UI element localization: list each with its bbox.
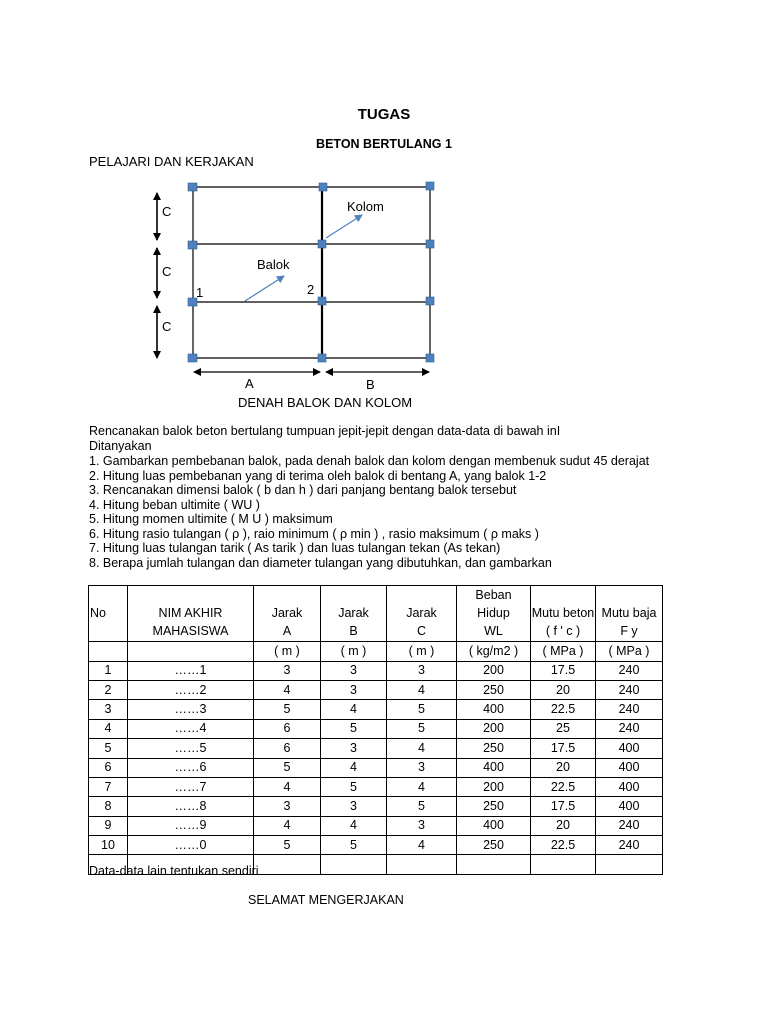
table-cell: 9 (89, 816, 128, 835)
header-cell (89, 586, 128, 605)
table-row (89, 797, 663, 816)
table-cell: 8 (89, 797, 128, 816)
table-cell: 200 (457, 777, 531, 796)
table-cell (321, 855, 387, 874)
table-cell: 400 (596, 758, 663, 777)
table-cell: ……0 (128, 836, 254, 855)
table-cell: 5 (89, 739, 128, 758)
header-cell: B (321, 623, 387, 642)
column-node (318, 240, 326, 248)
node-2-label: 2 (307, 282, 315, 297)
table-row (89, 719, 663, 738)
column-node (188, 241, 197, 249)
table-header-row (89, 623, 663, 642)
beam-grid (193, 187, 430, 358)
table-cell: 3 (321, 797, 387, 816)
table-cell: 3 (254, 797, 321, 816)
column-node (319, 183, 327, 191)
table-cell (387, 855, 457, 874)
table-cell: 3 (387, 661, 457, 680)
table-body (89, 661, 663, 874)
dimension-b-label: B (366, 377, 375, 392)
table-cell (254, 855, 321, 874)
table-cell: 5 (321, 719, 387, 738)
table-header-row (89, 642, 663, 661)
table-cell: 5 (254, 700, 321, 719)
table-cell: 4 (321, 816, 387, 835)
table-cell: 4 (321, 758, 387, 777)
student-data-table (88, 585, 663, 875)
header-cell: ( MPa ) (596, 642, 663, 661)
table-cell: ……9 (128, 816, 254, 835)
description-line: Rencanakan balok beton bertulang tumpuan jepit-jepit dengan data-data di bawah inI (89, 424, 561, 438)
table-cell: 20 (531, 758, 596, 777)
table-cell: ……4 (128, 719, 254, 738)
table-cell: 3 (254, 661, 321, 680)
table-cell: 10 (89, 836, 128, 855)
column-node (188, 354, 197, 362)
dimension-c3-label: C (162, 319, 172, 334)
header-cell: ( m ) (254, 642, 321, 661)
table-cell: 400 (596, 739, 663, 758)
header-cell: No (89, 604, 128, 622)
table-cell: 3 (89, 700, 128, 719)
header-cell: ( m ) (387, 642, 457, 661)
question-item: 1. Gambarkan pembebanan balok, pada denah balok dan kolom dengan membenuk sudut 45 derajat (89, 454, 650, 468)
table-cell: ……6 (128, 758, 254, 777)
table-cell: 6 (254, 719, 321, 738)
table-cell: 240 (596, 719, 663, 738)
header-cell (387, 586, 457, 605)
kolom-label: Kolom (347, 199, 384, 214)
header-cell: Jarak (387, 604, 457, 622)
table-row (89, 836, 663, 855)
table-row (89, 680, 663, 699)
table-cell: ……1 (128, 661, 254, 680)
table-cell: 6 (254, 739, 321, 758)
header-cell (531, 586, 596, 605)
balok-label: Balok (257, 257, 290, 272)
table-row (89, 700, 663, 719)
table-cell: 5 (254, 836, 321, 855)
column-nodes (188, 182, 434, 362)
table-cell: 250 (457, 836, 531, 855)
table-cell: 250 (457, 739, 531, 758)
table-header-row (89, 586, 663, 605)
table-cell: 250 (457, 797, 531, 816)
question-item: 8. Berapa jumlah tulangan dan diameter tulangan yang dibutuhkan, dan gambarkan (89, 556, 552, 570)
table-cell: 5 (387, 719, 457, 738)
table-cell: ……5 (128, 739, 254, 758)
table-cell: 5 (254, 758, 321, 777)
question-item: 2. Hitung luas pembebanan yang di terima oleh balok di bentang A, yang balok 1-2 (89, 469, 547, 483)
table-cell: ……2 (128, 680, 254, 699)
table-cell: 4 (254, 816, 321, 835)
diagram-caption: DENAH BALOK DAN KOLOM (237, 395, 413, 410)
table-cell (457, 855, 531, 874)
description-line: Ditanyakan (89, 439, 152, 453)
header-cell: Jarak (254, 604, 321, 622)
table-cell: 22.5 (531, 777, 596, 796)
kolom-pointer-arrow (326, 215, 362, 238)
header-cell (128, 586, 254, 605)
header-cell (254, 586, 321, 605)
table-cell: 17.5 (531, 739, 596, 758)
header-cell: ( m ) (321, 642, 387, 661)
table-row (89, 739, 663, 758)
table-cell: 400 (596, 777, 663, 796)
table-cell: 3 (321, 739, 387, 758)
header-cell: ( MPa ) (531, 642, 596, 661)
table-cell: 2 (89, 680, 128, 699)
table-cell: 20 (531, 680, 596, 699)
header-cell: Jarak (321, 604, 387, 622)
header-cell: WL (457, 623, 531, 642)
table-cell: 4 (321, 700, 387, 719)
table-header-row (89, 604, 663, 622)
table-row (89, 661, 663, 680)
table-cell: 4 (89, 719, 128, 738)
footer-note: Data-data lain tentukan sendiri (89, 864, 259, 878)
table-cell: 200 (457, 719, 531, 738)
header-cell: Mutu baja (596, 604, 663, 622)
table-cell: 3 (387, 758, 457, 777)
table-cell: 5 (321, 836, 387, 855)
table-cell: 400 (596, 797, 663, 816)
table-cell: 400 (457, 816, 531, 835)
dimension-c1-label: C (162, 204, 172, 219)
column-node (426, 354, 434, 362)
table-cell: 250 (457, 680, 531, 699)
header-cell: NIM AKHIR (128, 604, 254, 622)
table-cell: 1 (89, 661, 128, 680)
table-cell: 3 (387, 816, 457, 835)
table-cell: 22.5 (531, 700, 596, 719)
document-subtitle: BETON BERTULANG 1 (316, 137, 452, 151)
column-node (318, 354, 326, 362)
closing-text: SELAMAT MENGERJAKAN (248, 893, 404, 907)
question-item: 4. Hitung beban ultimite ( WU ) (89, 498, 260, 512)
dimension-a-label: A (245, 376, 254, 391)
table-cell: 5 (387, 700, 457, 719)
table-cell: 200 (457, 661, 531, 680)
header-cell (321, 586, 387, 605)
table-cell: 240 (596, 661, 663, 680)
table-cell: 6 (89, 758, 128, 777)
header-cell: A (254, 623, 321, 642)
table-cell: 240 (596, 700, 663, 719)
header-cell: Mutu beton (531, 604, 596, 622)
header-cell: ( f ' c ) (531, 623, 596, 642)
table-cell: 4 (387, 680, 457, 699)
table-cell: 240 (596, 680, 663, 699)
column-node (426, 240, 434, 248)
table-cell: 400 (457, 758, 531, 777)
column-node (426, 297, 434, 305)
table-cell (596, 855, 663, 874)
header-cell: Beban (457, 586, 531, 605)
column-node (426, 182, 434, 190)
table-cell: 17.5 (531, 661, 596, 680)
table-cell: 4 (387, 777, 457, 796)
header-cell: ( kg/m2 ) (457, 642, 531, 661)
table-cell: 4 (254, 777, 321, 796)
balok-pointer-arrow (245, 276, 284, 301)
beam-column-plan-diagram (0, 0, 768, 420)
header-cell (89, 623, 128, 642)
header-cell: Hidup (457, 604, 531, 622)
table-cell: 17.5 (531, 797, 596, 816)
table-cell: 7 (89, 777, 128, 796)
table-cell: 240 (596, 836, 663, 855)
header-cell (89, 642, 128, 661)
table-cell: 25 (531, 719, 596, 738)
header-cell (128, 642, 254, 661)
header-cell: C (387, 623, 457, 642)
table-row (89, 816, 663, 835)
table-cell: 5 (321, 777, 387, 796)
table-cell: 3 (321, 680, 387, 699)
table-cell: ……3 (128, 700, 254, 719)
dimension-c2-label: C (162, 264, 172, 279)
column-node (188, 183, 197, 191)
table-cell (531, 855, 596, 874)
table-cell: 22.5 (531, 836, 596, 855)
node-1-label: 1 (196, 285, 204, 300)
question-item: 5. Hitung momen ultimite ( M U ) maksimum (89, 512, 333, 526)
table-cell: 400 (457, 700, 531, 719)
table-cell: 4 (254, 680, 321, 699)
table-cell: ……7 (128, 777, 254, 796)
table-row (89, 777, 663, 796)
question-item: 6. Hitung rasio tulangan ( ρ ), raio minimum ( ρ min ) , rasio maksimum ( ρ maks ) (89, 527, 539, 541)
question-item: 3. Rencanakan dimensi balok ( b dan h ) dari panjang bentang balok tersebut (89, 483, 517, 497)
instruction-text: PELAJARI DAN KERJAKAN (89, 154, 254, 169)
header-cell (596, 586, 663, 605)
table-cell: ……8 (128, 797, 254, 816)
header-cell: F y (596, 623, 663, 642)
table-cell: 4 (387, 739, 457, 758)
table-cell: 240 (596, 816, 663, 835)
header-cell: MAHASISWA (128, 623, 254, 642)
table-cell: 20 (531, 816, 596, 835)
table-row (89, 758, 663, 777)
table-cell: 4 (387, 836, 457, 855)
question-item: 7. Hitung luas tulangan tarik ( As tarik ) dan luas tulangan tekan (As tekan) (89, 541, 501, 555)
table-cell: 3 (321, 661, 387, 680)
column-node (318, 297, 326, 305)
document-title: TUGAS (357, 106, 411, 123)
table-cell: 5 (387, 797, 457, 816)
